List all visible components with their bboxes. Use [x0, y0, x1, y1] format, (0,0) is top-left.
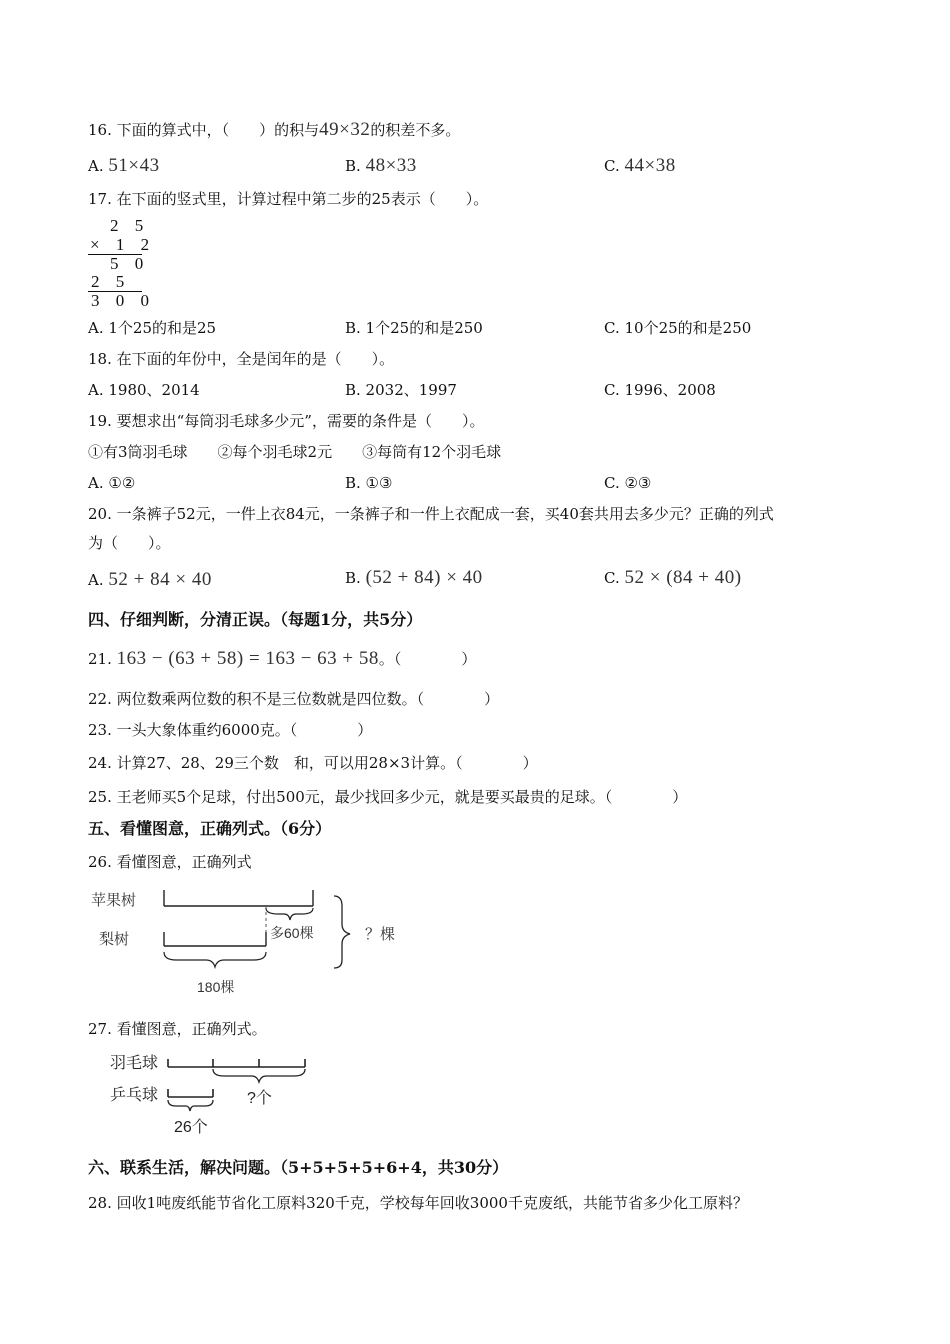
q17-option-b[interactable]: B. 1个25的和是250 — [345, 319, 483, 337]
option-label: C. — [604, 157, 620, 175]
option-label: B. — [345, 157, 361, 175]
q20-option-a[interactable] — [88, 570, 212, 590]
section-4-title: 四、仔细判断，分清正误。（每题1分，共5分） — [88, 610, 423, 629]
q25-stem: 25. 王老师买5个足球，付出500元，最少找回多少元，就是要买最贵的足球。（ ） — [88, 788, 688, 806]
q26-line-diagram — [80, 880, 420, 1000]
option-expr: 52 + 84 × 40 — [108, 569, 212, 590]
vertical-row: × 1 2 — [90, 235, 156, 254]
q18-option-c[interactable]: C. 1996、2008 — [604, 381, 716, 399]
q20-stem-line1: 20. 一条裤子52元，一件上衣84元，一条裤子和一件上衣配成一套，买40套共用去多少元？正确的列式 — [88, 505, 774, 523]
option-expr: 48×33 — [365, 155, 417, 176]
q19-option-a[interactable]: A. ①② — [88, 474, 136, 492]
q19-option-c[interactable]: C. ②③ — [604, 474, 652, 492]
q17-option-c[interactable]: C. 10个25的和是250 — [604, 319, 752, 337]
q19-stem: 19. 要想求出“每筒羽毛球多少元”，需要的条件是（ ）。 — [88, 412, 485, 430]
q18-stem: 18. 在下面的年份中，全是闰年的是（ ）。 — [88, 350, 395, 368]
q18-option-a[interactable]: A. 1980、2014 — [88, 381, 200, 399]
q27-line-diagram — [100, 1048, 340, 1140]
vertical-row: 3 0 0 — [91, 291, 155, 310]
option-label: A. — [88, 571, 104, 589]
q16-expr: 49×32 — [319, 119, 371, 140]
q26-stem: 26. 看懂图意，正确列式 — [88, 853, 252, 871]
section-5-title: 五、看懂图意，正确列式。（6分） — [88, 819, 332, 838]
q21-number: 21. — [88, 650, 112, 668]
q27-stem: 27. 看懂图意，正确列式。 — [88, 1020, 267, 1038]
q23-stem: 23. 一头大象体重约6000克。（ ） — [88, 721, 373, 739]
option-label: A. — [88, 157, 104, 175]
vertical-row: 2 5 — [91, 272, 131, 291]
q16-stem — [88, 120, 460, 140]
diagram-label-more: 多60棵 — [270, 925, 314, 941]
option-expr: 51×43 — [108, 155, 160, 176]
q18-option-b[interactable]: B. 2032、1997 — [345, 381, 457, 399]
q16-option-b[interactable] — [345, 156, 417, 176]
q17-vertical-calculation — [88, 216, 156, 316]
diagram-label-badminton: 羽毛球 — [110, 1055, 159, 1072]
vertical-row: 2 5 — [110, 216, 150, 235]
option-label: B. — [345, 569, 361, 587]
q28-stem: 28. 回收1吨废纸能节省化工原料320千克，学校每年回收3000千克废纸，共能节省多少化工原料？ — [88, 1194, 748, 1212]
q22-stem: 22. 两位数乘两位数的积不是三位数就是四位数。（ ） — [88, 690, 500, 708]
q16-pre: 16. 下面的算式中，（ ）的积与 — [88, 121, 320, 139]
q16-option-a[interactable] — [88, 156, 160, 176]
q24-stem: 24. 计算27、28、29三个数 和，可以用28×3计算。（ ） — [88, 754, 538, 772]
brace-question — [213, 1069, 305, 1082]
q16-post: 的积差不多。 — [370, 121, 461, 139]
section-6-title: 六、联系生活，解决问题。（5+5+5+5+6+4，共30分） — [88, 1158, 509, 1177]
q21-stem — [88, 649, 476, 669]
q19-option-b[interactable]: B. ①③ — [345, 474, 393, 492]
diagram-label-total: ？棵 — [365, 926, 396, 943]
option-expr: (52 + 84) × 40 — [365, 567, 483, 588]
option-label: C. — [604, 569, 620, 587]
q20-stem-line2: 为（ ）。 — [88, 534, 171, 552]
q20-option-b[interactable] — [345, 568, 483, 588]
diagram-label-pear: 梨树 — [99, 931, 130, 948]
brace-total — [334, 896, 350, 968]
brace-base — [164, 952, 266, 967]
diagram-label-base: 26个 — [174, 1119, 208, 1136]
option-expr: 44×38 — [624, 155, 676, 176]
q17-stem: 17. 在下面的竖式里，计算过程中第二步的25表示（ ）。 — [88, 190, 489, 208]
vertical-row: 5 0 — [110, 254, 150, 273]
q17-option-a[interactable]: A. 1个25的和是25 — [88, 319, 217, 337]
diagram-label-apple: 苹果树 — [91, 892, 137, 909]
diagram-label-base: 180棵 — [197, 979, 235, 995]
brace-difference — [266, 908, 313, 920]
diagram-label-question: ?个 — [247, 1090, 272, 1107]
diagram-label-pingpong: 乒乓球 — [110, 1087, 159, 1104]
q16-option-c[interactable] — [604, 156, 676, 176]
option-expr: 52 × (84 + 40) — [624, 567, 742, 588]
brace-base — [168, 1100, 213, 1111]
q21-answer-blank[interactable]: 。（ ） — [378, 650, 477, 668]
q21-expr: 163 − (63 + 58) = 163 − 63 + 58 — [116, 648, 379, 669]
q19-conditions: ①有3筒羽毛球 ②每个羽毛球2元 ③每筒有12个羽毛球 — [88, 443, 502, 461]
q20-option-c[interactable] — [604, 568, 742, 588]
